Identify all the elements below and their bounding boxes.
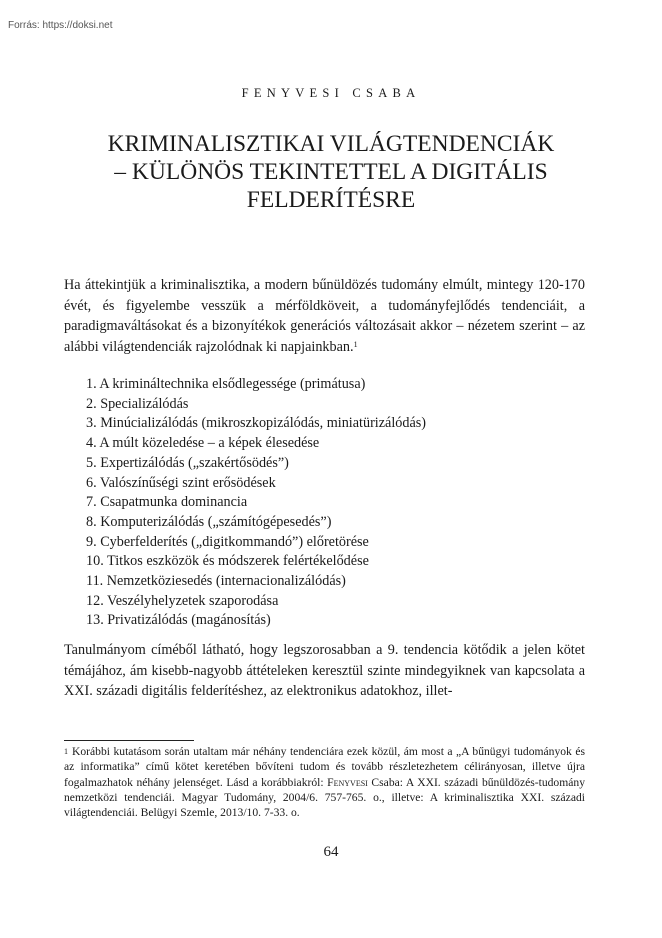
tendency-list (86, 375, 426, 631)
list-item: 9. Cyberfelderítés („digitkommandó”) előretörése (86, 533, 369, 550)
intro-paragraph (64, 275, 585, 357)
footnote-text-before: Korábbi kutatásom során utaltam már néhány tendenciára ezek közül, ám most a „A bűnügyi tudományok és az informatika” című kötet keretében bővíteni tudom és tovább részletezhetem célirányosan, illetve újra fogalmazhatok néhány jelenséget. Lásd a korábbiakról: (64, 745, 585, 789)
list-item: 3. Minúcializálódás (mikroszkopizálódás, miniatürizálódás) (86, 415, 427, 432)
list-item: 13. Privatizálódás (magánosítás) (86, 612, 271, 629)
list-item: 8. Komputerizálódás („számítógépesedés”) (86, 513, 332, 530)
intro-text: Ha áttekintjük a kriminalisztika, a modern bűnüldözés tudomány elmúlt, mintegy 120-170 évét, és figyelembe vesszük a mérföldköveit, a tudományfejlődés tendenciáit, a paradigmaváltásokat és a bizonyítékok generációs változásait akkor – nézetem szerint – az alábbi világtendenciák rajzolódnak ki napjainkban. (64, 277, 585, 355)
article-title (60, 130, 602, 214)
page-number: 64 (323, 844, 339, 860)
list-item: 10. Titkos eszközök és módszerek felértékelődése (86, 553, 369, 570)
author-name: FENYVESI CSABA (241, 86, 421, 100)
title-line: KRIMINALISZTIKAI VILÁGTENDENCIÁK (107, 131, 555, 157)
list-item: 4. A múlt közeledése – a képek élesedése (86, 435, 320, 452)
footnote-divider (64, 740, 194, 741)
list-item: 1. A krimináltechnika elsődlegessége (primátusa) (86, 376, 366, 392)
title-line: – KÜLÖNÖS TEKINTETTEL A DIGITÁLIS (114, 159, 548, 185)
footnote-reference[interactable]: 1 (353, 339, 358, 349)
list-item: 2. Specializálódás (86, 395, 189, 412)
list-item: 7. Csapatmunka dominancia (86, 494, 248, 511)
source-label: Forrás: https://doksi.net (8, 20, 113, 31)
list-item: 6. Valószínűségi szint erősödések (86, 474, 276, 491)
footnote (64, 744, 585, 820)
footnote-text-after: Csaba: A XXI. századi bűnüldözés-tudomány nemzetközi tendenciái. Magyar Tudomány, 2004/6. 757-765. o., illetve: A kriminalisztika XXI. századi világtendenciái. Belügyi Szemle, 2013/10. 7-33. o. (64, 775, 585, 820)
list-item: 5. Expertizálódás („szakértősödés”) (86, 454, 289, 471)
footnote-author: Fenyvesi (327, 775, 368, 789)
list-item: 12. Veszélyhelyzetek szaporodása (86, 592, 279, 609)
footnote-number: 1 (64, 747, 68, 756)
title-line: FELDERÍTÉSRE (246, 187, 416, 213)
list-item: 11. Nemzetköziesedés (internacionalizálódás) (86, 573, 346, 590)
second-paragraph: Tanulmányom címéből látható, hogy legszorosabban a 9. tendencia kötődik a jelen kötet témájához, ám kisebb-nagyobb áttételeken keresztül szinte mindegyiknek van kapcsolata a XXI. századi digitális felderítéshez, az elektronikus adatokhoz, illet- (64, 642, 585, 699)
